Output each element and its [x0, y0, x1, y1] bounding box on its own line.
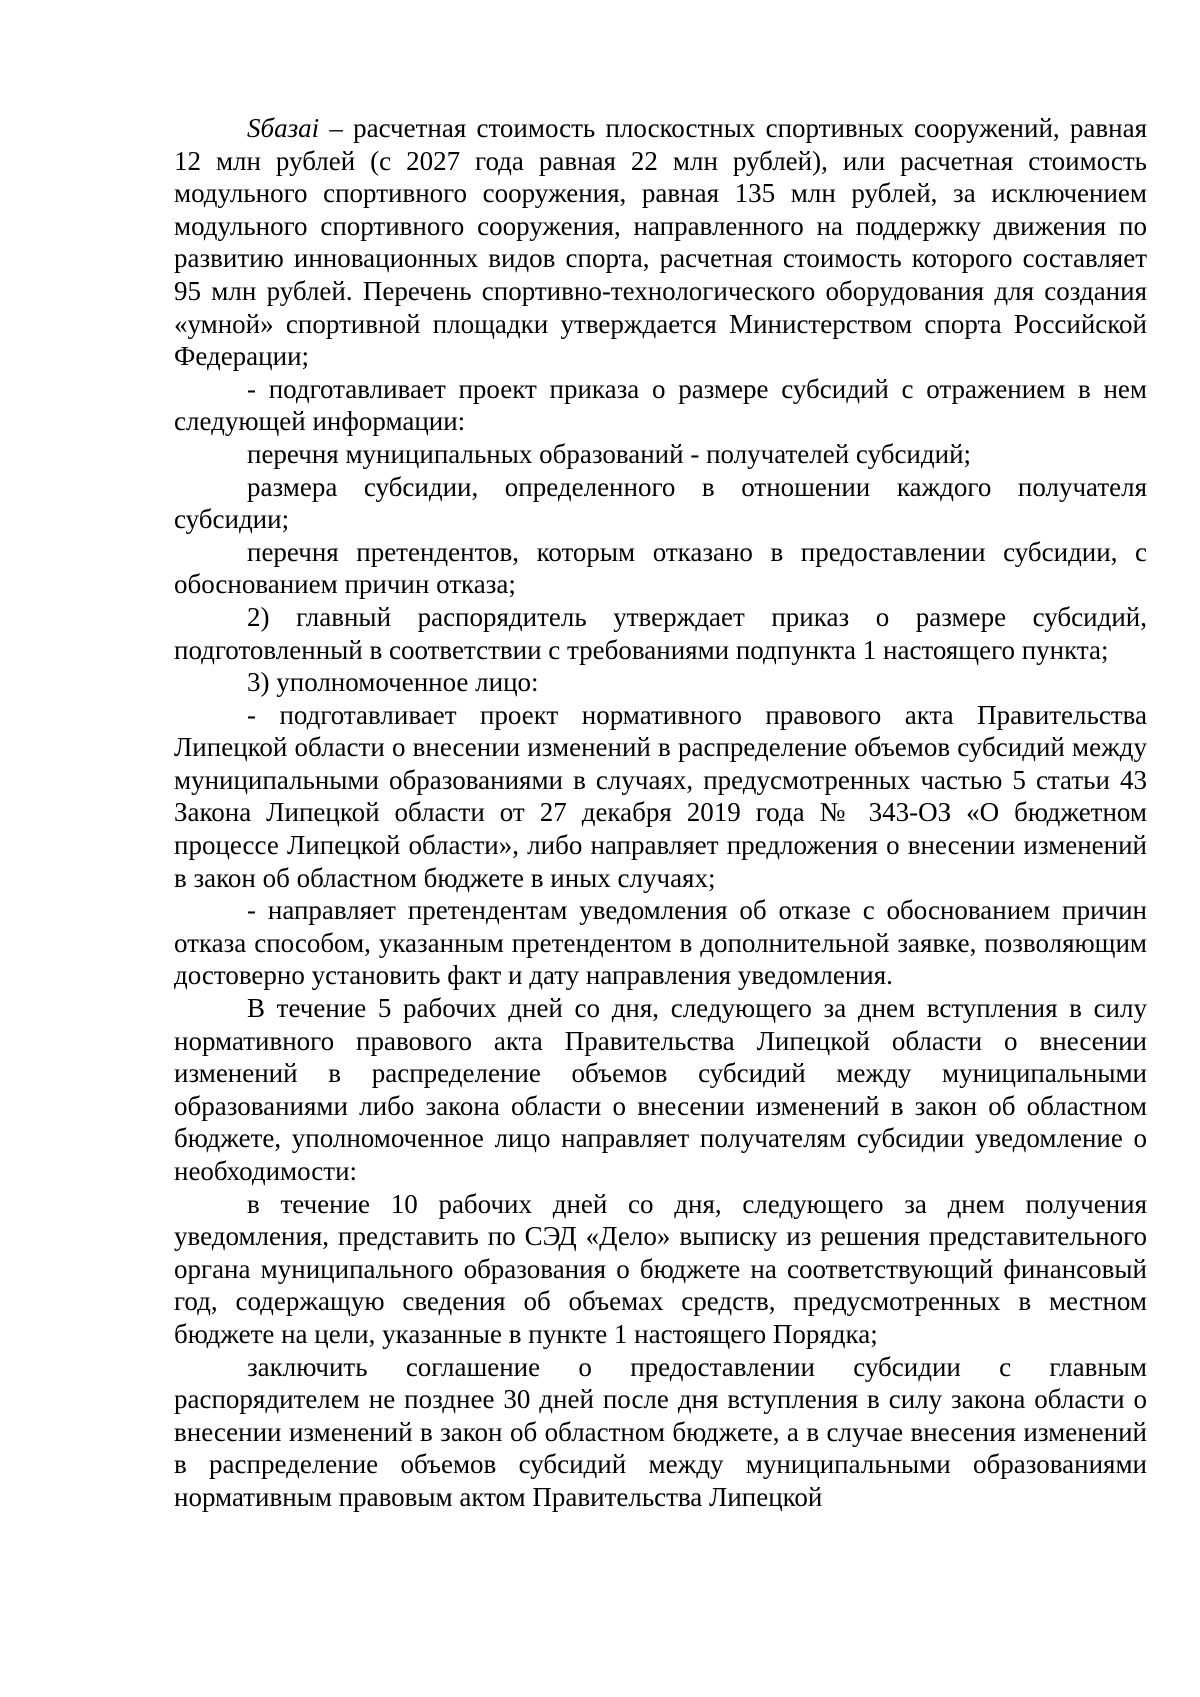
paragraph-6: 2) главный распорядитель утверждает приказ о размере субсидий, подготовленный в соответствии с требованиями подпункта 1 настоящего пункта; [174, 601, 1147, 665]
paragraph-1 [174, 112, 1147, 373]
paragraph-11: в течение 10 рабочих дней со дня, следующего за днем получения уведомления, представить по СЭД «Дело» выписку из решения представительного органа муниципального образования о бюджете на соответствующий финансовый год, содержащую сведения об объемах средств, предусмотренных в местном бюджете на цели, указанные в пункте 1 настоящего Порядка; [174, 1188, 1147, 1349]
document-page [174, 112, 1147, 1514]
paragraph-1-text: – расчетная стоимость плоскостных спортивных сооружений, равная 12 млн рублей (с 2027 года равная 22 млн рублей), или расчетная стоимость модульного спортивного сооружения, равная 135 млн рублей, за исключением модульного спортивного сооружения, направленного на поддержку движения по развитию инновационных видов спорта, расчетная стоимость которого составляет 95 млн рублей. Перечень спортивно-технологического оборудования для создания «умной» спортивной площадки утверждается Министерством спорта Российской Федерации; [174, 113, 1147, 372]
paragraph-10: В течение 5 рабочих дней со дня, следующего за днем вступления в силу нормативного правового акта Правительства Липецкой области о внесении изменений в распределение объемов субсидий между муниципальными образованиями либо закона области о внесении изменений в закон об областном бюджете, уполномоченное лицо направляет получателям субсидии уведомление о необходимости: [174, 993, 1147, 1186]
paragraph-8: - подготавливает проект нормативного правового акта Правительства Липецкой области о внесении изменений в распределение объемов субсидий между муниципальными образованиями в случаях, предусмотренных частью 5 статьи 43 Закона Липецкой области от 27 декабря 2019 года № 343-ОЗ «О бюджетном процессе Липецкой области», либо направляет предложения о внесении изменений в закон об областном бюджете в иных случаях; [174, 699, 1147, 893]
paragraph-5: перечня претендентов, которым отказано в предоставлении субсидии, с обоснованием причин отказа; [174, 536, 1147, 600]
paragraph-9: - направляет претендентам уведомления об отказе с обоснованием причин отказа способом, указанным претендентом в дополнительной заявке, позволяющим достоверно установить факт и дату направления уведомления. [174, 895, 1147, 991]
paragraph-4: размера субсидии, определенного в отношении каждого получателя субсидии; [174, 471, 1147, 535]
lead-term: Sбазаi [247, 113, 320, 143]
paragraph-12: заключить соглашение о предоставлении субсидии с главным распорядителем не позднее 30 дней после дня вступления в силу закона области о внесении изменений в закон об областном бюджете, а в случае внесения изменений в распределение объемов субсидий между муниципальными образованиями нормативным правовым актом Правительства Липецкой [174, 1351, 1147, 1512]
paragraph-2: - подготавливает проект приказа о размере субсидий с отражением в нем следующей информации: [174, 373, 1147, 437]
paragraph-7: 3) уполномоченное лицо: [247, 667, 539, 698]
paragraph-3: перечня муниципальных образований - получателей субсидий; [247, 438, 972, 469]
